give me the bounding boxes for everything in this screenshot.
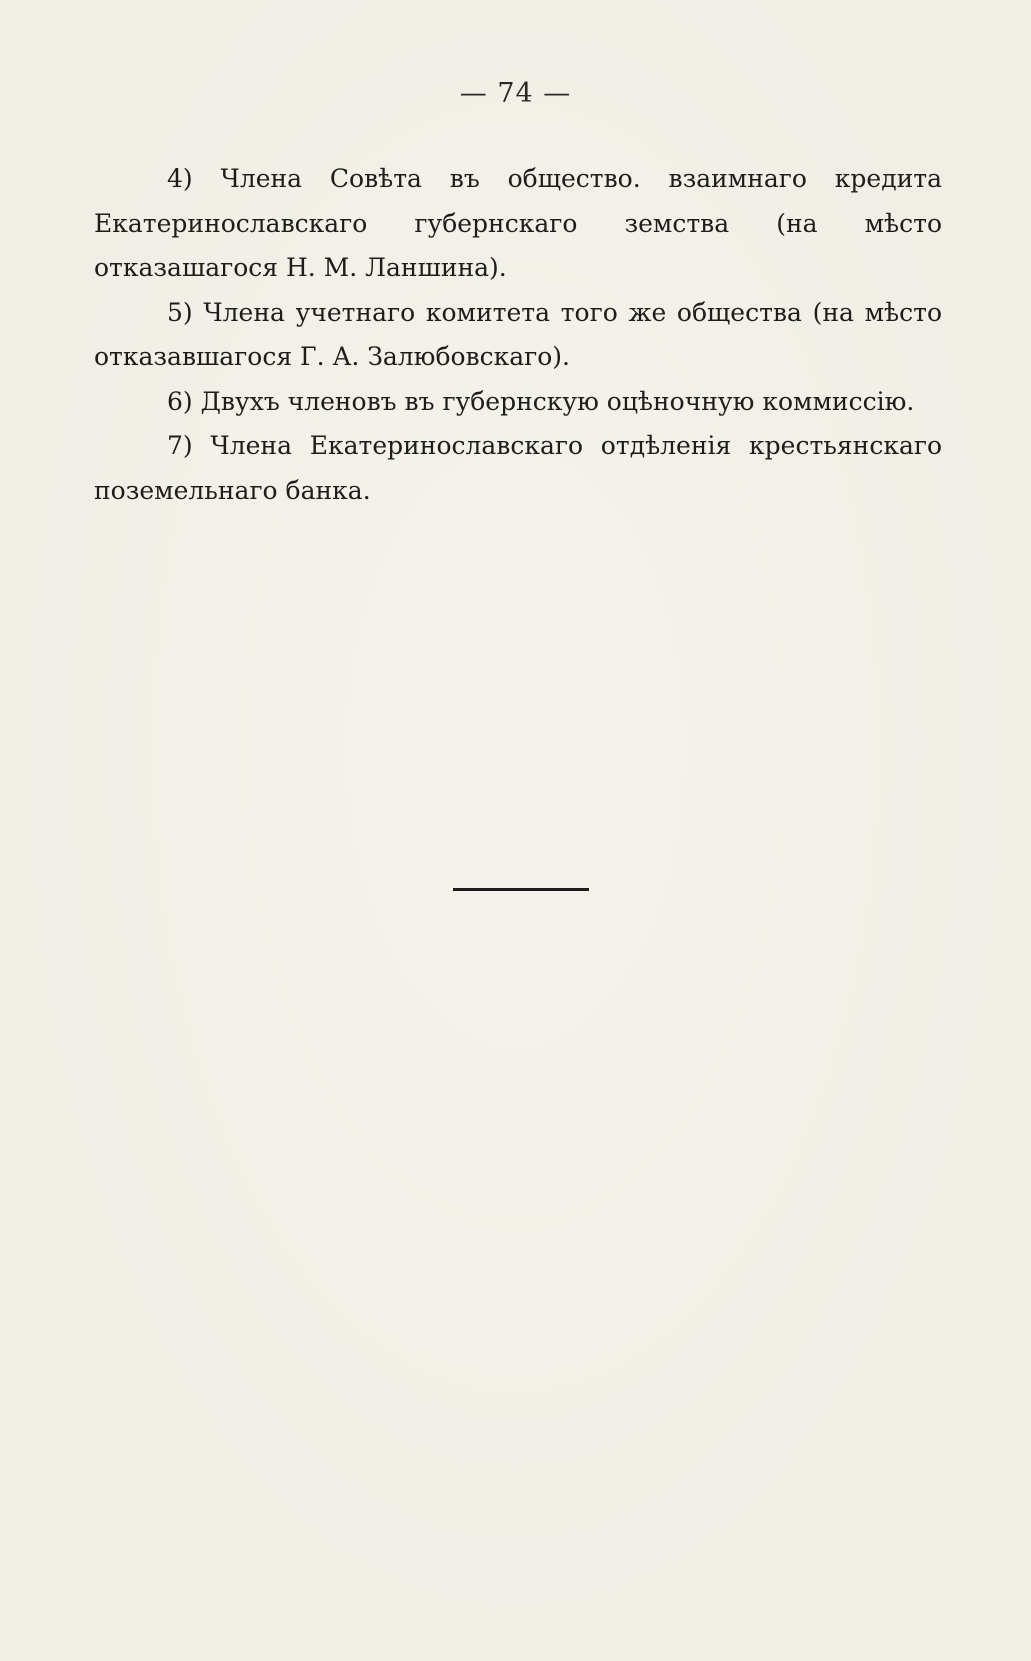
- body-text: [94, 157, 942, 513]
- page-number: — 74 —: [459, 78, 572, 109]
- paragraph-item-6: 6) Двухъ членовъ въ губернскую оцѣночную коммиссію.: [167, 386, 915, 416]
- paragraph-item-5: 5) Члена учетнаго комитета того же общества (на мѣсто отказавшагося Г. А. Залюбовскаго).: [94, 297, 942, 371]
- paragraph-item-7: 7) Члена Екатеринославскаго отдѣленія крестьянскаго поземельнаго банка.: [94, 431, 942, 505]
- paragraph-item-4: 4) Члена Совѣта въ общество. взаимнаго кредита Екатеринославскаго губернскаго земства (на мѣсто отказашагося Н. М. Ланшина).: [94, 164, 942, 282]
- section-divider-rule: [453, 888, 589, 891]
